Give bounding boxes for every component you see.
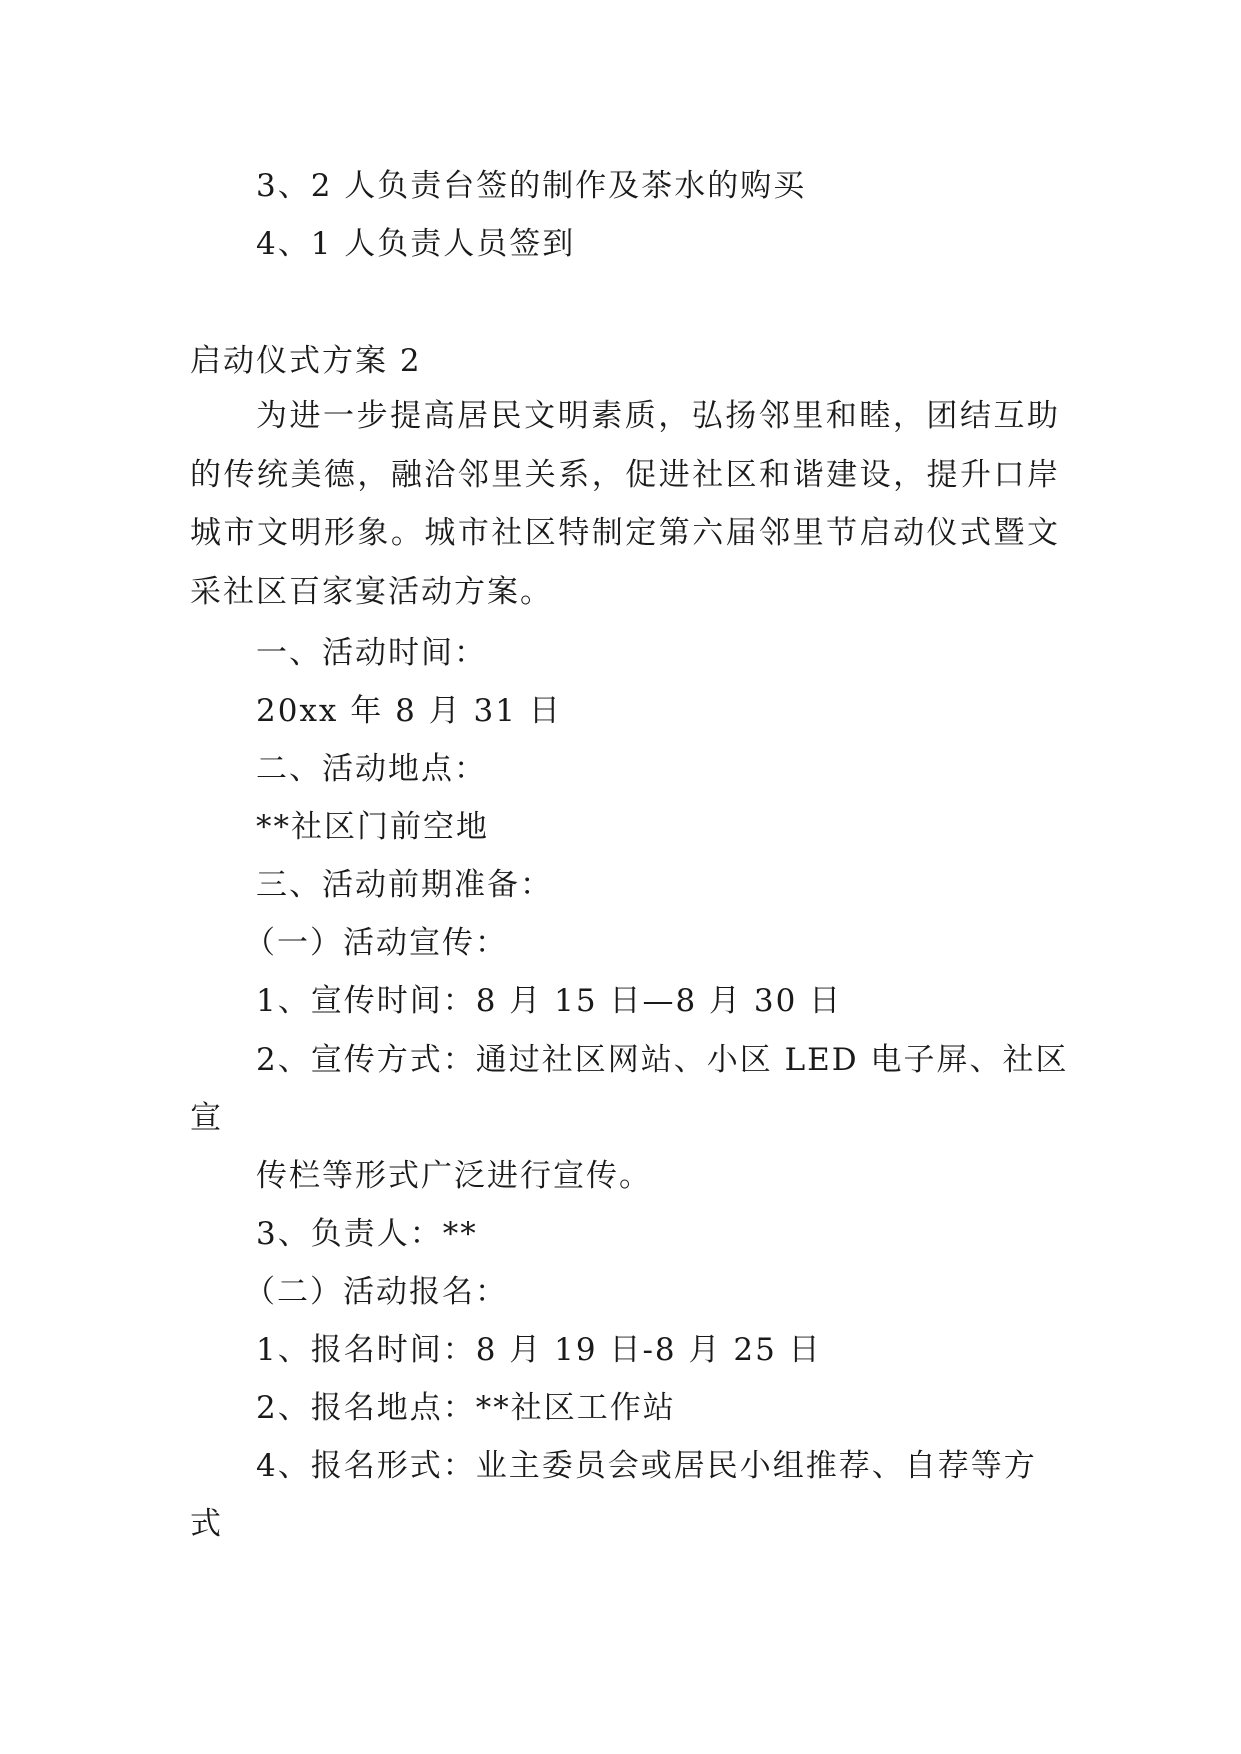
text-line: （一）活动宣传： bbox=[244, 925, 508, 961]
text-line: 传栏等形式广泛进行宣传。 bbox=[256, 1158, 652, 1194]
text-line: 2、宣传方式：通过社区网站、小区 LED 电子屏、社区 bbox=[256, 1042, 1069, 1078]
text-line: 2、报名地点：**社区工作站 bbox=[256, 1390, 676, 1426]
section-heading: 启动仪式方案 2 bbox=[190, 343, 422, 379]
text-line: 3、负责人：** bbox=[256, 1216, 478, 1252]
text-line: 20xx 年 8 月 31 日 bbox=[256, 693, 562, 729]
text-line: 式 bbox=[190, 1506, 223, 1542]
text-line: 宣 bbox=[190, 1100, 223, 1136]
text-line: 三、活动前期准备： bbox=[256, 867, 553, 903]
text-line: 4、报名形式：业主委员会或居民小组推荐、自荐等方 bbox=[256, 1448, 1037, 1484]
text-line: 4、1 人负责人员签到 bbox=[256, 226, 576, 262]
intro-paragraph: 为进一步提高居民文明素质，弘扬邻里和睦，团结互助的传统美德，融洽邻里关系，促进社区和谐建设，提升口岸城市文明形象。城市社区特制定第六届邻里节启动仪式暨文采社区百家宴活动方案。 bbox=[190, 398, 1060, 610]
text-line: （二）活动报名： bbox=[244, 1274, 508, 1310]
text-line: 1、宣传时间：8 月 15 日—8 月 30 日 bbox=[256, 983, 843, 1019]
text-line: 一、活动时间： bbox=[256, 635, 487, 671]
text-line: 1、报名时间：8 月 19 日-8 月 25 日 bbox=[256, 1332, 822, 1368]
text-line: 二、活动地点： bbox=[256, 751, 487, 787]
text-line: 3、2 人负责台签的制作及茶水的购买 bbox=[256, 168, 807, 204]
text-line: **社区门前空地 bbox=[256, 809, 489, 845]
